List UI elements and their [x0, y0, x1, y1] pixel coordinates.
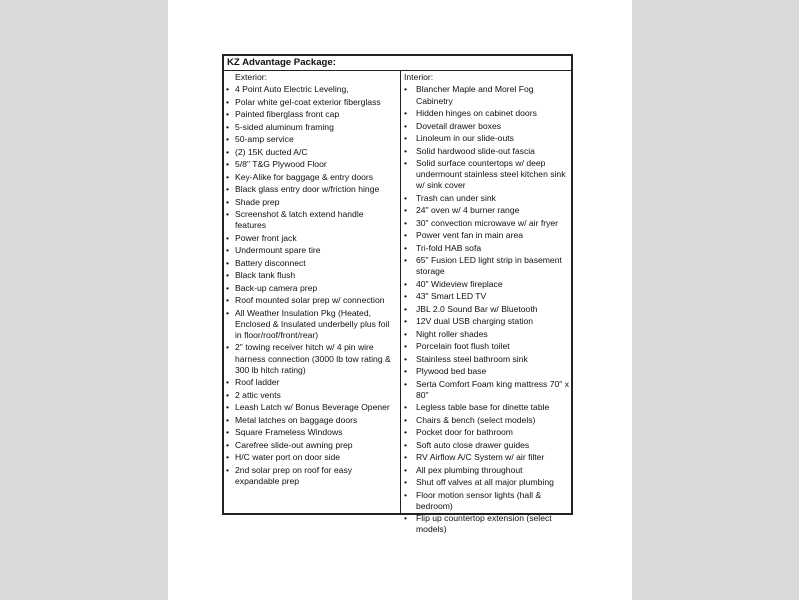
- interior-item-text: 43" Smart LED TV: [416, 291, 487, 302]
- interior-item-text: Night roller shades: [416, 328, 488, 339]
- interior-item: [404, 329, 570, 340]
- exterior-item-text: 2" towing receiver hitch w/ 4 pin wire harness connection (3000 lb tow rating & 300 lb hitch rating): [235, 342, 391, 375]
- exterior-item-text: 5/8" T&G Plywood Floor: [235, 159, 327, 170]
- exterior-item: [226, 308, 396, 341]
- bullet: •: [226, 389, 230, 400]
- exterior-item-text: Screenshot & latch extend handle features: [235, 209, 364, 231]
- bullet: •: [404, 464, 408, 475]
- exterior-item-text: Carefree slide-out awning prep: [235, 439, 353, 450]
- interior-item: [404, 440, 570, 451]
- bullet: •: [226, 121, 230, 132]
- bullet: •: [226, 209, 230, 220]
- bullet: •: [226, 159, 230, 170]
- exterior-item-text: 5-sided aluminum framing: [235, 121, 334, 132]
- interior-item: [404, 230, 570, 241]
- bullet: •: [404, 303, 408, 314]
- exterior-item: [226, 342, 396, 375]
- bullet: •: [226, 184, 230, 195]
- interior-item: [404, 452, 570, 463]
- interior-item-text: Floor motion sensor lights (hall & bedroom): [416, 489, 542, 511]
- exterior-item-text: Polar white gel-coat exterior fiberglass: [235, 96, 381, 107]
- interior-item: [404, 341, 570, 352]
- interior-item-text: Plywood bed base: [416, 366, 487, 377]
- bullet: •: [226, 270, 230, 281]
- bullet: •: [404, 230, 408, 241]
- exterior-item-text: Back-up camera prep: [235, 282, 318, 293]
- bullet: •: [404, 427, 408, 438]
- interior-item: [404, 366, 570, 377]
- bullet: •: [226, 245, 230, 256]
- exterior-item: [226, 197, 396, 208]
- exterior-item-text: 4 Point Auto Electric Leveling,: [235, 84, 349, 95]
- interior-item-text: Blancher Maple and Morel Fog Cabinetry: [416, 84, 534, 106]
- interior-item-text: Tri-fold HAB sofa: [416, 242, 482, 253]
- interior-item-text: Serta Comfort Foam king mattress 70" x 80": [416, 378, 570, 400]
- interior-item-text: JBL 2.0 Sound Bar w/ Bluetooth: [416, 303, 538, 314]
- bullet: •: [404, 328, 408, 339]
- exterior-item: [226, 184, 396, 195]
- interior-item-text: Stainless steel bathroom sink: [416, 353, 528, 364]
- bullet: •: [404, 402, 408, 413]
- interior-item: [404, 415, 570, 426]
- exterior-item: [226, 159, 396, 170]
- exterior-item-text: Black tank flush: [235, 270, 296, 281]
- interior-item-text: Solid surface countertops w/ deep undermount stainless steel kitchen sink w/ sink cover: [416, 158, 566, 191]
- interior-item-text: RV Airflow A/C System w/ air filter: [416, 452, 545, 463]
- exterior-item-text: Power front jack: [235, 232, 297, 243]
- interior-item: [404, 205, 570, 216]
- exterior-item-text: Leash Latch w/ Bonus Beverage Opener: [235, 402, 390, 413]
- exterior-item: [226, 245, 396, 256]
- interior-item-text: Soft auto close drawer guides: [416, 439, 530, 450]
- exterior-item-text: (2) 15K ducted A/C: [235, 146, 308, 157]
- bullet: •: [404, 414, 408, 425]
- exterior-column: [226, 72, 396, 488]
- interior-column: [404, 72, 570, 537]
- interior-item-text: Chairs & bench (select models): [416, 414, 536, 425]
- bullet: •: [404, 439, 408, 450]
- bullet: •: [226, 146, 230, 157]
- exterior-item: [226, 109, 396, 120]
- interior-item-text: Shut off valves at all major plumbing: [416, 477, 554, 488]
- bullet: •: [226, 295, 230, 306]
- exterior-item-text: 2 attic vents: [235, 389, 281, 400]
- bullet: •: [404, 353, 408, 364]
- interior-item: [404, 279, 570, 290]
- interior-item: [404, 316, 570, 327]
- bullet: •: [226, 307, 230, 318]
- interior-item-text: Linoleum in our slide-outs: [416, 133, 514, 144]
- interior-item: [404, 465, 570, 476]
- interior-list: [404, 84, 570, 535]
- bullet: •: [404, 145, 408, 156]
- interior-item: [404, 304, 570, 315]
- exterior-item-text: Painted fiberglass front cap: [235, 109, 340, 120]
- exterior-item-text: Key-Alike for baggage & entry doors: [235, 171, 374, 182]
- bullet: •: [226, 196, 230, 207]
- bullet: •: [226, 377, 230, 388]
- bullet: •: [404, 255, 408, 266]
- interior-item: [404, 84, 570, 106]
- bullet: •: [226, 96, 230, 107]
- interior-item-text: All pex plumbing throughout: [416, 464, 523, 475]
- interior-item: [404, 146, 570, 157]
- interior-item: [404, 477, 570, 488]
- interior-heading: Interior:: [404, 72, 434, 82]
- bullet: •: [404, 513, 408, 524]
- exterior-item-text: Battery disconnect: [235, 257, 306, 268]
- exterior-item-text: Metal latches on baggage doors: [235, 414, 358, 425]
- bullet: •: [404, 108, 408, 119]
- interior-item: [404, 402, 570, 413]
- exterior-item: [226, 402, 396, 413]
- interior-item-text: 65" Fusion LED light strip in basement storage: [416, 255, 562, 277]
- bullet: •: [404, 205, 408, 216]
- bullet: •: [404, 192, 408, 203]
- interior-item-text: Legless table base for dinette table: [416, 402, 550, 413]
- interior-item: [404, 121, 570, 132]
- exterior-item-text: Square Frameless Windows: [235, 427, 343, 438]
- bullet: •: [226, 84, 230, 95]
- column-divider: [400, 70, 401, 513]
- bullet: •: [226, 232, 230, 243]
- exterior-item: [226, 97, 396, 108]
- bullet: •: [226, 282, 230, 293]
- exterior-item: [226, 172, 396, 183]
- interior-item: [404, 513, 570, 535]
- bullet: •: [404, 120, 408, 131]
- interior-item-text: Hidden hinges on cabinet doors: [416, 108, 537, 119]
- bullet: •: [404, 452, 408, 463]
- interior-item-text: 30" convection microwave w/ air fryer: [416, 217, 559, 228]
- package-box: [222, 54, 573, 535]
- exterior-item: [226, 209, 396, 231]
- bullet: •: [404, 291, 408, 302]
- bullet: •: [404, 242, 408, 253]
- bullet: •: [226, 342, 230, 353]
- bullet: •: [226, 427, 230, 438]
- exterior-item-text: Roof ladder: [235, 377, 280, 388]
- exterior-item: [226, 147, 396, 158]
- bullet: •: [404, 217, 408, 228]
- exterior-item: [226, 270, 396, 281]
- exterior-item: [226, 390, 396, 401]
- interior-item: [404, 133, 570, 144]
- exterior-item-text: All Weather Insulation Pkg (Heated, Enclosed & Insulated underbelly plus foil in floor/roof/front/rear): [235, 307, 390, 340]
- interior-item: [404, 108, 570, 119]
- interior-item: [404, 379, 570, 401]
- exterior-item: [226, 452, 396, 463]
- bullet: •: [404, 366, 408, 377]
- bullet: •: [226, 464, 230, 475]
- bullet: •: [226, 257, 230, 268]
- exterior-item: [226, 233, 396, 244]
- exterior-item: [226, 122, 396, 133]
- exterior-item: [226, 440, 396, 451]
- interior-item: [404, 427, 570, 438]
- bullet: •: [226, 109, 230, 120]
- interior-item-text: Solid hardwood slide-out fascia: [416, 145, 535, 156]
- exterior-item-text: H/C water port on door side: [235, 452, 341, 463]
- bullet: •: [404, 316, 408, 327]
- bullet: •: [226, 439, 230, 450]
- interior-item-text: 24" oven w/ 4 burner range: [416, 205, 520, 216]
- bullet: •: [226, 414, 230, 425]
- exterior-item-text: Black glass entry door w/friction hinge: [235, 184, 380, 195]
- interior-item: [404, 193, 570, 204]
- bullet: •: [404, 84, 408, 95]
- exterior-item: [226, 377, 396, 388]
- interior-item-text: 12V dual USB charging station: [416, 316, 534, 327]
- exterior-item: [226, 415, 396, 426]
- interior-item-text: Flip up countertop extension (select models): [416, 513, 552, 535]
- exterior-item-text: 2nd solar prep on roof for easy expandable prep: [235, 464, 353, 486]
- exterior-item-text: Undermount spare tire: [235, 245, 321, 256]
- interior-item: [404, 255, 570, 277]
- exterior-item: [226, 427, 396, 438]
- bullet: •: [404, 158, 408, 168]
- exterior-item: [226, 295, 396, 306]
- interior-item: [404, 291, 570, 302]
- exterior-item: [226, 258, 396, 269]
- interior-item: [404, 218, 570, 229]
- interior-item-text: 40" Wideview fireplace: [416, 278, 503, 289]
- exterior-heading: Exterior:: [235, 72, 267, 82]
- interior-item-text: Trash can under sink: [416, 192, 496, 203]
- interior-item-text: Porcelain foot flush toilet: [416, 341, 510, 352]
- bullet: •: [404, 477, 408, 488]
- bullet: •: [226, 171, 230, 182]
- exterior-list: [226, 84, 396, 486]
- bullet: •: [404, 378, 408, 389]
- bullet: •: [226, 402, 230, 413]
- interior-item: [404, 490, 570, 512]
- exterior-item-text: 50-amp service: [235, 134, 294, 145]
- exterior-item: [226, 465, 396, 487]
- interior-item-text: Dovetail drawer boxes: [416, 120, 502, 131]
- exterior-item: [226, 283, 396, 294]
- exterior-item: [226, 84, 396, 95]
- bullet: •: [226, 134, 230, 145]
- interior-item-text: Pocket door for bathroom: [416, 427, 513, 438]
- interior-item: [404, 243, 570, 254]
- interior-item: [404, 354, 570, 365]
- bullet: •: [226, 452, 230, 463]
- exterior-item-text: Shade prep: [235, 196, 280, 207]
- package-title: KZ Advantage Package:: [227, 57, 336, 68]
- bullet: •: [404, 278, 408, 289]
- title-divider: [224, 70, 571, 71]
- interior-item: [404, 158, 570, 191]
- exterior-item: [226, 134, 396, 145]
- interior-item-text: Power vent fan in main area: [416, 230, 524, 241]
- bullet: •: [404, 341, 408, 352]
- bullet: •: [404, 489, 408, 500]
- bullet: •: [404, 133, 408, 144]
- exterior-item-text: Roof mounted solar prep w/ connection: [235, 295, 385, 306]
